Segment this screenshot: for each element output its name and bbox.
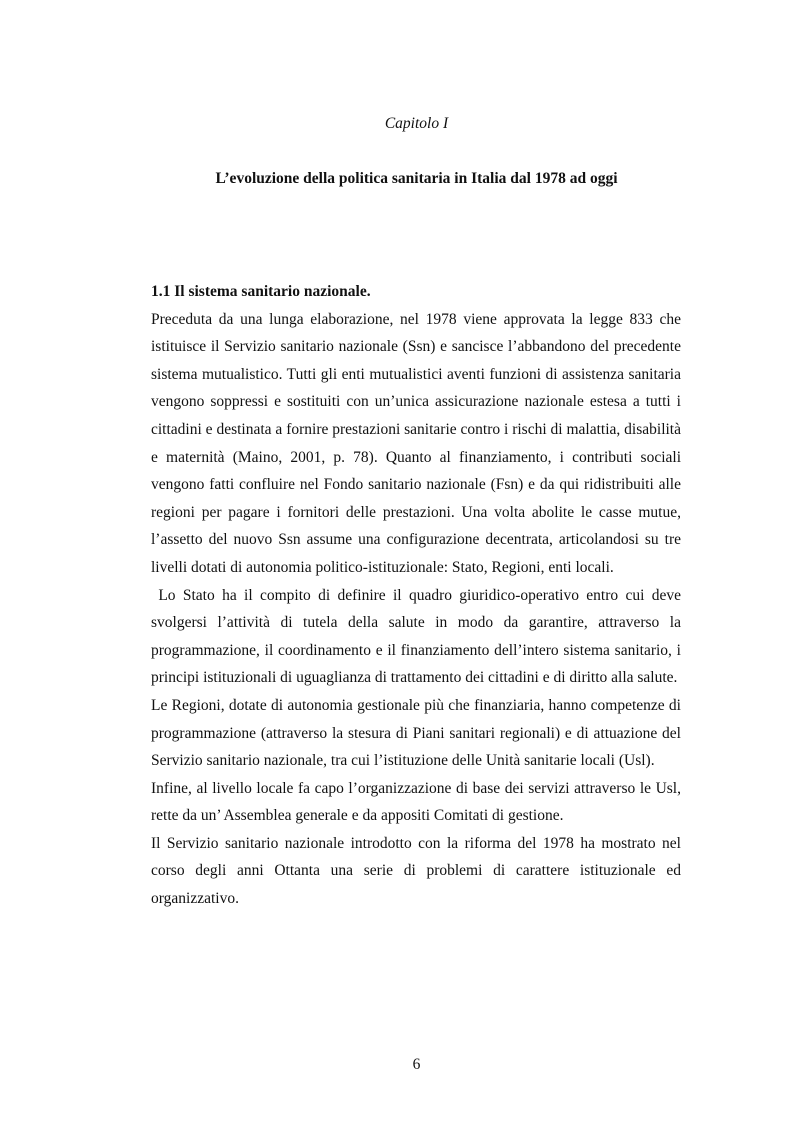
paragraph: Infine, al livello locale fa capo l’organizzazione di base dei servizi attraverso le Usl, rette da un’ Assemblea generale e da appositi Comitati di gestione. <box>151 779 681 825</box>
paragraph: Il Servizio sanitario nazionale introdotto con la riforma del 1978 ha mostrato nel corso degli anni Ottanta una serie di problemi di carattere istituzionale ed organizzativo. <box>151 834 681 908</box>
chapter-label: Capitolo I <box>384 115 449 132</box>
section-body <box>151 278 685 913</box>
paragraph: Le Regioni, dotate di autonomia gestionale più che finanziaria, hanno competenze di programmazione (attraverso la stesura di Piani sanitari regionali) e di attuazione del Servizio sanitario nazionale, tra cui l’istituzione delle Unità sanitarie locali (Usl). <box>151 696 681 770</box>
chapter-title: L’evoluzione della politica sanitaria in Italia dal 1978 ad oggi <box>215 170 618 187</box>
paragraph: Preceduta da una lunga elaborazione, nel 1978 viene approvata la legge 833 che istituisce il Servizio sanitario nazionale (Ssn) e sancisce l’abbandono del precedente sistema mutualistico. Tutti gli enti mutualistici aventi funzioni di assistenza sanitaria vengono soppressi e sostituiti con un’unica assicurazione nazionale estesa a tutti i cittadini e destinata a fornire prestazioni sanitarie contro i rischi di malattia, disabilità e maternità (Maino, 2001, p. 78). Quanto al finanziamento, i contributi sociali vengono fatti confluire nel Fondo sanitario nazionale (Fsn) e da qui ridistribuiti alle regioni per pagare i fornitori delle prestazioni. Una volta abolite le casse mutue, l’assetto del nuovo Ssn assume una configurazione decentrata, articolandosi su tre livelli dotati di autonomia politico-istituzionale: Stato, Regioni, enti locali. <box>151 310 681 576</box>
paragraph: Lo Stato ha il compito di definire il quadro giuridico-operativo entro cui deve svolgersi l’attività di tutela della salute in modo da garantire, attraverso la programmazione, il coordinamento e il finanziamento dell’intero sistema sanitario, i principi istituzionali di uguaglianza di trattamento dei cittadini e di diritto alla salute. <box>151 586 685 687</box>
section-heading: 1.1 Il sistema sanitario nazionale. <box>151 283 371 300</box>
page-number: 6 <box>412 1056 421 1073</box>
